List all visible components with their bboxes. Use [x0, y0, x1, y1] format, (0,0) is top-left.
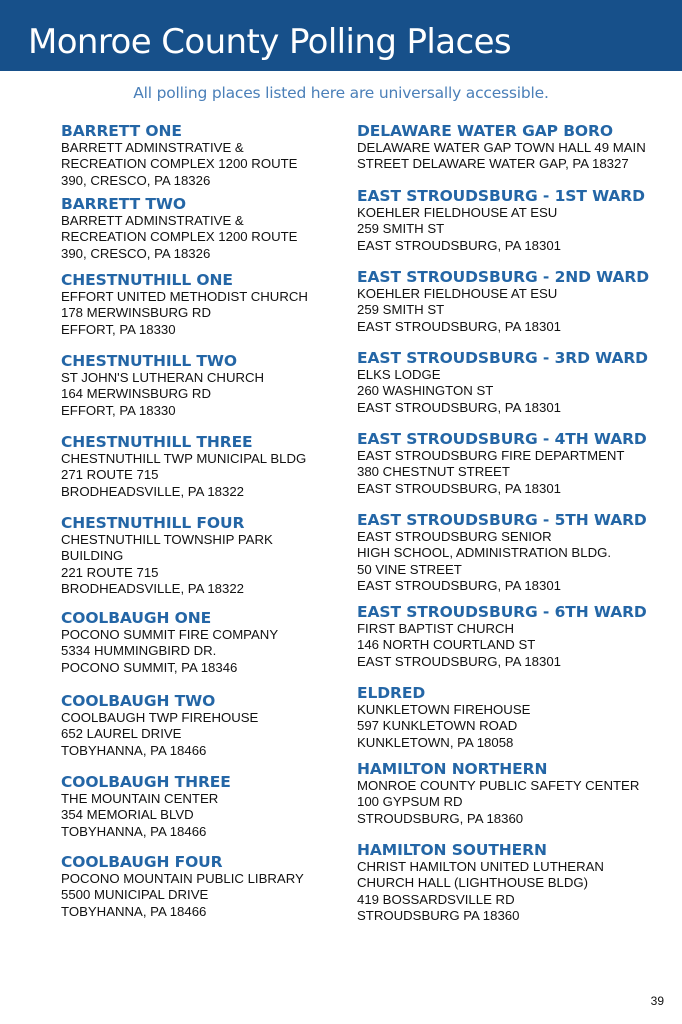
address-line: CHURCH HALL (LIGHTHOUSE BLDG) [357, 875, 589, 891]
address-line: POCONO SUMMIT, PA 18346 [61, 659, 238, 675]
polling-place-coolbaugh-four [61, 853, 341, 920]
address-line: FIRST BAPTIST CHURCH [357, 621, 515, 636]
polling-address [61, 289, 341, 338]
polling-place-chestnuthill-four [61, 514, 341, 597]
precinct-name: DELAWARE WATER GAP BORO [357, 122, 613, 140]
polling-place-coolbaugh-two [61, 692, 341, 759]
address-line: 260 WASHINGTON ST [357, 383, 494, 399]
address-line: EAST STROUDSBURG, PA 18301 [357, 480, 561, 496]
page-number: 39 [650, 994, 664, 1008]
address-line: 146 NORTH COURTLAND ST [357, 637, 536, 653]
address-line: THE MOUNTAIN CENTER [61, 791, 219, 806]
address-line: KUNKLETOWN, PA 18058 [357, 734, 514, 750]
address-line: BRODHEADSVILLE, PA 18322 [61, 580, 245, 596]
precinct-name: ELDRED [357, 684, 426, 702]
precinct-name: EAST STROUDSBURG - 2ND WARD [357, 268, 649, 286]
polling-address [357, 205, 672, 254]
address-line: CHESTNUTHILL TOWNSHIP PARK [61, 532, 273, 547]
precinct-name: COOLBAUGH TWO [61, 692, 216, 710]
precinct-name: BARRETT ONE [61, 122, 182, 140]
address-line: RECREATION COMPLEX 1200 ROUTE [61, 156, 298, 172]
address-line: HIGH SCHOOL, ADMINISTRATION BLDG. [357, 545, 612, 561]
polling-address [61, 710, 341, 759]
page-subtitle: All polling places listed here are universally accessible. [133, 84, 549, 102]
address-line: EAST STROUDSBURG, PA 18301 [357, 237, 561, 253]
address-line: EAST STROUDSBURG, PA 18301 [357, 399, 561, 415]
page-title: Monroe County Polling Places [28, 22, 512, 62]
polling-address [61, 140, 341, 189]
precinct-name: BARRETT TWO [61, 195, 186, 213]
precinct-name: CHESTNUTHILL ONE [61, 271, 233, 289]
address-line: CHESTNUTHILL TWP MUNICIPAL BLDG [61, 451, 307, 466]
address-line: BARRETT ADMINSTRATIVE & [61, 140, 244, 155]
address-line: 271 ROUTE 715 [61, 467, 159, 483]
precinct-name: CHESTNUTHILL THREE [61, 433, 253, 451]
address-line: EAST STROUDSBURG, PA 18301 [357, 653, 561, 669]
polling-address [357, 859, 672, 924]
address-line: 259 SMITH ST [357, 302, 445, 318]
polling-place-eldred [357, 684, 672, 751]
address-line: MONROE COUNTY PUBLIC SAFETY CENTER [357, 778, 640, 793]
precinct-name: HAMILTON SOUTHERN [357, 841, 547, 859]
address-line: POCONO MOUNTAIN PUBLIC LIBRARY [61, 871, 304, 886]
polling-place-east-stroudsburg-2nd-ward [357, 268, 672, 335]
precinct-name: EAST STROUDSBURG - 6TH WARD [357, 603, 647, 621]
address-line: EAST STROUDSBURG, PA 18301 [357, 318, 561, 334]
polling-address [357, 529, 672, 594]
precinct-name: EAST STROUDSBURG - 1ST WARD [357, 187, 645, 205]
polling-place-east-stroudsburg-5th-ward [357, 511, 672, 594]
polling-address [61, 532, 341, 597]
address-line: 390, CRESCO, PA 18326 [61, 245, 211, 261]
address-line: 597 KUNKLETOWN ROAD [357, 718, 518, 734]
polling-address [61, 451, 341, 500]
address-line: STROUDSBURG, PA 18360 [357, 810, 524, 826]
address-line: EFFORT, PA 18330 [61, 402, 176, 418]
polling-place-barrett-two [61, 195, 341, 262]
polling-place-hamilton-southern [357, 841, 672, 924]
address-line: BARRETT ADMINSTRATIVE & [61, 213, 244, 228]
polling-place-coolbaugh-one [61, 609, 341, 676]
address-line: 100 GYPSUM RD [357, 794, 463, 810]
address-line: TOBYHANNA, PA 18466 [61, 742, 207, 758]
polling-place-coolbaugh-three [61, 773, 341, 840]
address-line: 50 VINE STREET [357, 561, 462, 577]
polling-address [61, 871, 341, 920]
address-line: STREET DELAWARE WATER GAP, PA 18327 [357, 156, 629, 172]
address-line: KOEHLER FIELDHOUSE AT ESU [357, 286, 558, 301]
polling-place-barrett-one [61, 122, 341, 189]
address-line: EAST STROUDSBURG, PA 18301 [357, 577, 561, 593]
address-line: 259 SMITH ST [357, 221, 445, 237]
page-header [0, 0, 682, 71]
polling-address [61, 213, 341, 262]
polling-address [357, 778, 672, 827]
address-line: BRODHEADSVILLE, PA 18322 [61, 483, 245, 499]
polling-place-chestnuthill-two [61, 352, 341, 419]
precinct-name: EAST STROUDSBURG - 5TH WARD [357, 511, 647, 529]
polling-address [61, 627, 341, 676]
address-line: STROUDSBURG PA 18360 [357, 907, 520, 923]
polling-address [357, 140, 672, 173]
address-line: 178 MERWINSBURG RD [61, 305, 211, 321]
polling-address [357, 702, 672, 751]
address-line: BUILDING [61, 548, 124, 564]
polling-address [61, 370, 341, 419]
address-line: 354 MEMORIAL BLVD [61, 807, 194, 823]
precinct-name: CHESTNUTHILL TWO [61, 352, 237, 370]
polling-place-delaware-water-gap-boro [357, 122, 672, 173]
polling-place-east-stroudsburg-1st-ward [357, 187, 672, 254]
address-line: COOLBAUGH TWP FIREHOUSE [61, 710, 259, 725]
address-line: 221 ROUTE 715 [61, 564, 159, 580]
address-line: 652 LAUREL DRIVE [61, 726, 182, 742]
address-line: EAST STROUDSBURG SENIOR [357, 529, 552, 544]
address-line: RECREATION COMPLEX 1200 ROUTE [61, 229, 298, 245]
polling-place-hamilton-northern [357, 760, 672, 827]
precinct-name: COOLBAUGH ONE [61, 609, 212, 627]
polling-address [357, 286, 672, 335]
address-line: DELAWARE WATER GAP TOWN HALL 49 MAIN [357, 140, 646, 155]
address-line: KOEHLER FIELDHOUSE AT ESU [357, 205, 558, 220]
address-line: POCONO SUMMIT FIRE COMPANY [61, 627, 279, 642]
address-line: KUNKLETOWN FIREHOUSE [357, 702, 531, 717]
address-line: 5500 MUNICIPAL DRIVE [61, 887, 209, 903]
address-line: EAST STROUDSBURG FIRE DEPARTMENT [357, 448, 625, 463]
address-line: CHRIST HAMILTON UNITED LUTHERAN [357, 859, 604, 874]
address-line: 380 CHESTNUT STREET [357, 464, 510, 480]
polling-place-east-stroudsburg-3rd-ward [357, 349, 672, 416]
polling-place-chestnuthill-three [61, 433, 341, 500]
precinct-name: EAST STROUDSBURG - 3RD WARD [357, 349, 648, 367]
polling-address [357, 621, 672, 670]
polling-place-east-stroudsburg-6th-ward [357, 603, 672, 670]
address-line: 390, CRESCO, PA 18326 [61, 172, 211, 188]
precinct-name: COOLBAUGH FOUR [61, 853, 223, 871]
address-line: EFFORT, PA 18330 [61, 321, 176, 337]
precinct-name: COOLBAUGH THREE [61, 773, 231, 791]
polling-address [357, 448, 672, 497]
address-line: TOBYHANNA, PA 18466 [61, 903, 207, 919]
address-line: 164 MERWINSBURG RD [61, 386, 211, 402]
polling-address [357, 367, 672, 416]
address-line: 419 BOSSARDSVILLE RD [357, 891, 515, 907]
polling-place-chestnuthill-one [61, 271, 341, 338]
polling-address [61, 791, 341, 840]
address-line: 5334 HUMMINGBIRD DR. [61, 643, 217, 659]
address-line: TOBYHANNA, PA 18466 [61, 823, 207, 839]
precinct-name: HAMILTON NORTHERN [357, 760, 548, 778]
address-line: ELKS LODGE [357, 367, 441, 382]
precinct-name: EAST STROUDSBURG - 4TH WARD [357, 430, 647, 448]
address-line: EFFORT UNITED METHODIST CHURCH [61, 289, 308, 304]
address-line: ST JOHN'S LUTHERAN CHURCH [61, 370, 265, 385]
precinct-name: CHESTNUTHILL FOUR [61, 514, 245, 532]
polling-place-east-stroudsburg-4th-ward [357, 430, 672, 497]
